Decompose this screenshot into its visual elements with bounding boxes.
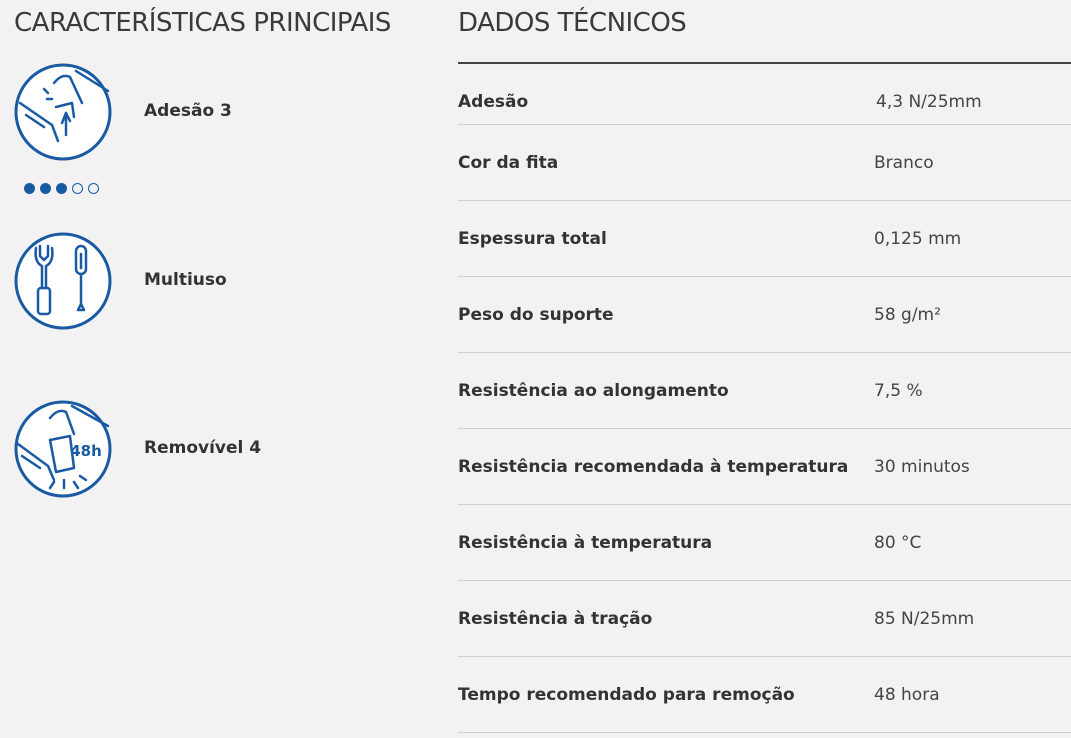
spec-name: Adesão [458, 92, 529, 112]
removable-48h-icon [14, 400, 112, 498]
rating-dot-filled [56, 183, 67, 194]
feature-label: Adesão 3 [144, 101, 232, 121]
spec-value: 7,5 % [874, 381, 923, 401]
adhesion-icon [14, 63, 112, 161]
spec-name: Cor da fita [458, 153, 559, 173]
spec-row [458, 201, 1071, 277]
spec-value: 58 g/m² [874, 305, 941, 325]
spec-value: Branco [874, 153, 934, 173]
rating-dot-empty [72, 183, 83, 194]
feature-adhesion [14, 63, 434, 173]
spec-value: 30 minutos [874, 457, 970, 477]
feature-label: Removível 4 [144, 438, 262, 458]
feature-removable [14, 400, 434, 510]
spec-row [458, 125, 1071, 201]
rating-dot-empty [88, 183, 99, 194]
spec-row [458, 505, 1071, 581]
rating-dot-filled [40, 183, 51, 194]
spec-value: 80 °C [874, 533, 922, 553]
spec-name: Resistência à tração [458, 609, 653, 629]
spec-name: Resistência recomendada à temperatura [458, 457, 849, 477]
adhesion-rating [24, 179, 104, 191]
spec-name: Resistência à temperatura [458, 533, 713, 553]
spec-row [458, 581, 1071, 657]
feature-multiuse [14, 232, 434, 342]
spec-name: Espessura total [458, 229, 607, 249]
spec-value: 48 hora [874, 685, 940, 705]
technical-data-table [458, 62, 1071, 733]
spec-row [458, 429, 1071, 505]
spec-row [458, 64, 1071, 125]
spec-value: 4,3 N/25mm [876, 92, 982, 112]
icon-48h-text: 48h [70, 442, 102, 460]
main-features-title: CARACTERÍSTICAS PRINCIPAIS [14, 8, 391, 38]
feature-label: Multiuso [144, 270, 227, 290]
spec-row [458, 277, 1071, 353]
spec-row [458, 353, 1071, 429]
rating-dot-filled [24, 183, 35, 194]
technical-data-title: DADOS TÉCNICOS [458, 8, 687, 38]
tools-icon [14, 232, 112, 330]
spec-value: 0,125 mm [874, 229, 962, 249]
spec-value: 85 N/25mm [874, 609, 975, 629]
spec-name: Tempo recomendado para remoção [458, 685, 795, 705]
spec-name: Peso do suporte [458, 305, 614, 325]
spec-row [458, 657, 1071, 733]
spec-name: Resistência ao alongamento [458, 381, 729, 401]
